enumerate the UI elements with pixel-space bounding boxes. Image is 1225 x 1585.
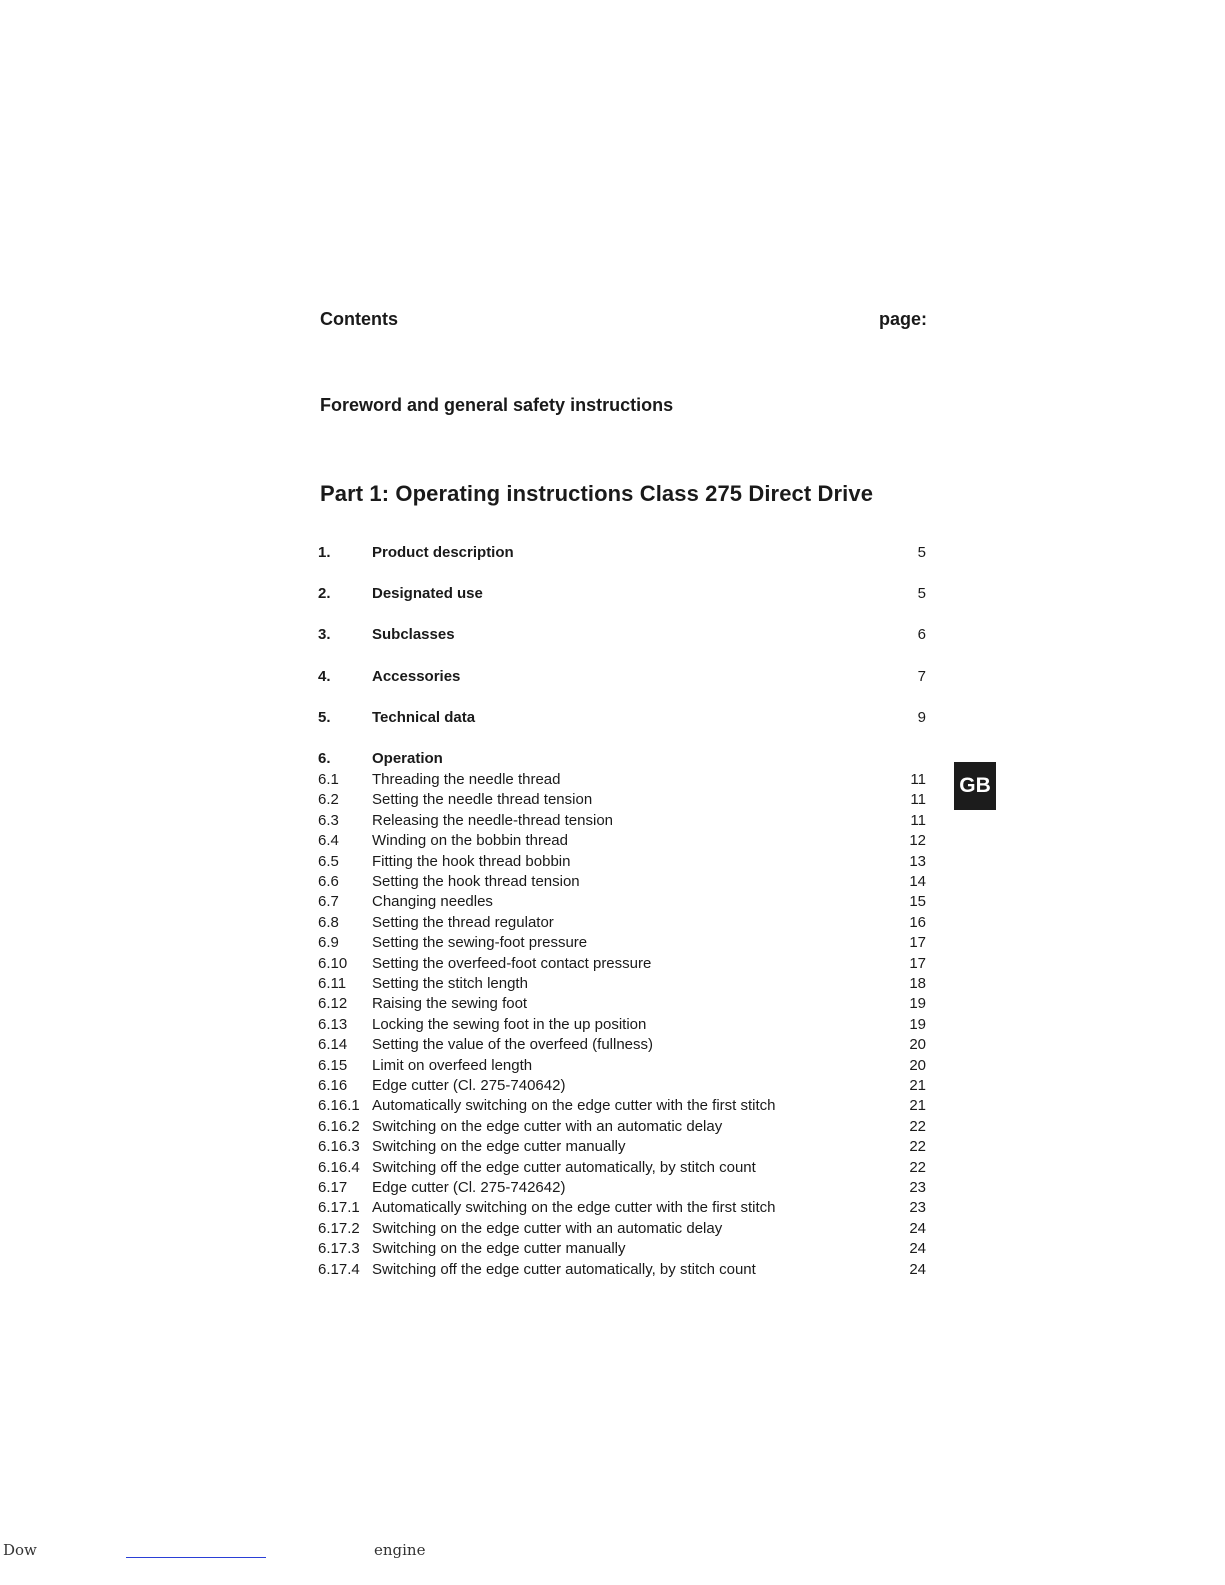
- toc-row: [318, 1198, 928, 1218]
- toc-number: 2.: [318, 585, 331, 602]
- toc-row: [318, 954, 928, 974]
- toc-title: [372, 1178, 866, 1198]
- footer-text-right: engine: [374, 1541, 426, 1559]
- toc-title-label: Switching on the edge cutter manually: [372, 1138, 629, 1155]
- toc-title: [372, 584, 866, 604]
- toc-title-label: Setting the sewing-foot pressure: [372, 934, 591, 951]
- toc-title-label: Setting the value of the overfeed (fullness): [372, 1036, 657, 1053]
- toc-page-number: 20: [909, 1036, 926, 1054]
- toc-title: [372, 872, 866, 892]
- footer-link[interactable]: [126, 1557, 266, 1558]
- toc-title: [372, 892, 866, 912]
- toc-title: [372, 994, 866, 1014]
- toc-title-label: Edge cutter (Cl. 275-740642): [372, 1077, 569, 1094]
- toc-row: [318, 790, 928, 810]
- toc-title: [372, 749, 866, 769]
- toc-row: [318, 933, 928, 953]
- toc-title-label: Limit on overfeed length: [372, 1057, 536, 1074]
- toc-title: [372, 708, 866, 728]
- toc-title: [372, 1158, 866, 1178]
- toc-number: 6.13: [318, 1015, 348, 1033]
- toc-title-label: Technical data: [372, 709, 479, 726]
- toc-title: [372, 667, 866, 687]
- toc-page-number: 11: [910, 811, 926, 829]
- toc-page-number: 6: [917, 626, 926, 643]
- toc-number: 6.8: [318, 913, 339, 931]
- toc-row: [318, 1076, 928, 1096]
- toc-number: 4.: [318, 668, 331, 685]
- footer-text-left: Dow: [3, 1541, 37, 1559]
- toc-page-number: 24: [909, 1260, 926, 1278]
- toc-title-label: Switching off the edge cutter automatically, by stitch count: [372, 1159, 760, 1176]
- toc-number: 6.16: [318, 1077, 348, 1094]
- contents-title: Contents: [320, 309, 398, 329]
- toc-number: 6.16.4: [318, 1158, 360, 1176]
- toc-page-number: 17: [909, 954, 926, 972]
- foreword-heading: Foreword and general safety instructions: [320, 395, 674, 415]
- toc-page-number: 19: [909, 1015, 926, 1033]
- toc-number: 6.17.2: [318, 1219, 360, 1237]
- toc-page-number: 18: [909, 975, 926, 992]
- toc-row: [318, 584, 928, 604]
- toc-title-label: Locking the sewing foot in the up position: [372, 1016, 650, 1033]
- toc-row: [318, 770, 928, 790]
- toc-title: [372, 1239, 866, 1259]
- toc-row: [318, 1158, 928, 1178]
- toc-row: [318, 974, 928, 994]
- toc-number: 6.16.2: [318, 1117, 360, 1135]
- toc-title-label: Fitting the hook thread bobbin: [372, 853, 574, 870]
- toc-number: 6.16.3: [318, 1138, 360, 1156]
- toc-number: 1.: [318, 544, 331, 561]
- toc-page-number: 19: [909, 995, 926, 1013]
- toc-row: [318, 667, 928, 687]
- toc-row: [318, 1260, 928, 1280]
- toc-title-label: Switching on the edge cutter manually: [372, 1240, 629, 1257]
- toc-number: 6.5: [318, 852, 339, 870]
- toc-title: [372, 954, 866, 974]
- toc-title: [372, 1219, 866, 1239]
- toc-title: [372, 1035, 866, 1055]
- toc-title-label: Changing needles: [372, 893, 497, 910]
- toc-page-number: 5: [917, 585, 926, 602]
- toc-number: 6.4: [318, 832, 339, 850]
- toc-title-label: Designated use: [372, 585, 487, 602]
- footer-watermark: [0, 1540, 1225, 1564]
- toc-title-label: Switching off the edge cutter automatically, by stitch count: [372, 1261, 760, 1278]
- toc-row: [318, 543, 928, 563]
- toc-page-number: 24: [909, 1219, 926, 1237]
- toc-title-label: Edge cutter (Cl. 275-742642): [372, 1179, 569, 1196]
- toc-title: [372, 933, 866, 953]
- toc-title-label: Setting the needle thread tension: [372, 791, 596, 808]
- toc-page-number: 21: [909, 1097, 926, 1115]
- toc-page-number: 22: [909, 1158, 926, 1176]
- toc-row: [318, 1137, 928, 1157]
- toc-row: [318, 892, 928, 912]
- toc-title-label: Setting the thread regulator: [372, 914, 558, 931]
- toc-row: [318, 1096, 928, 1116]
- language-tab-gb: GB: [954, 762, 996, 810]
- toc-row: [318, 913, 928, 933]
- toc-title-label: Releasing the needle-thread tension: [372, 812, 617, 829]
- toc-number: 6.9: [318, 934, 339, 952]
- toc-number: 6.15: [318, 1056, 348, 1074]
- toc-title: [372, 790, 866, 810]
- toc-number: 6.17.3: [318, 1240, 360, 1258]
- toc-title: [372, 913, 866, 933]
- toc-page-number: 20: [909, 1056, 926, 1074]
- part-title: Part 1: Operating instructions Class 275 Direct Drive: [320, 481, 874, 506]
- toc-title-label: Subclasses: [372, 626, 459, 643]
- toc-title: [372, 543, 866, 563]
- toc-number: 6.1: [318, 771, 339, 788]
- toc-page-number: 14: [909, 873, 926, 890]
- toc-title-label: Setting the stitch length: [372, 975, 532, 992]
- toc-row: [318, 872, 928, 892]
- toc-title-label: Switching on the edge cutter with an automatic delay: [372, 1220, 726, 1237]
- toc-title: [372, 852, 866, 872]
- toc-number: 6.16.1: [318, 1097, 360, 1115]
- toc-number: 6.6: [318, 873, 339, 890]
- toc-title: [372, 1096, 866, 1116]
- toc-row: [318, 811, 928, 831]
- toc-page-number: 15: [909, 893, 926, 911]
- toc-page-number: 5: [917, 544, 926, 561]
- toc-title-label: Threading the needle thread: [372, 771, 564, 788]
- toc-row: [318, 1035, 928, 1055]
- toc-title-label: Accessories: [372, 668, 464, 685]
- toc-number: 6.10: [318, 954, 348, 972]
- toc-row: [318, 1239, 928, 1259]
- toc-number: 6.11: [318, 975, 347, 992]
- toc-page-number: 22: [909, 1117, 926, 1135]
- toc-title: [372, 770, 866, 790]
- toc-row: [318, 1117, 928, 1137]
- toc-row: [318, 749, 928, 769]
- toc-row: [318, 708, 928, 728]
- toc-title-label: Product description: [372, 544, 518, 561]
- toc-page-number: 23: [909, 1199, 926, 1217]
- toc-number: 6.14: [318, 1036, 348, 1054]
- toc-title: [372, 625, 866, 645]
- toc-number: 6.12: [318, 995, 348, 1013]
- toc-page-number: 21: [909, 1077, 926, 1094]
- page-column-label: page:: [878, 309, 927, 329]
- toc-page-number: 24: [909, 1240, 926, 1258]
- toc-title: [372, 1117, 866, 1137]
- toc-title-label: Automatically switching on the edge cutter with the first stitch: [372, 1097, 780, 1114]
- toc-page-number: 11: [910, 791, 926, 809]
- toc-title-label: Setting the hook thread tension: [372, 873, 584, 890]
- toc-page-number: 22: [909, 1138, 926, 1156]
- toc-number: 6.7: [318, 893, 339, 911]
- toc-row: [318, 852, 928, 872]
- toc-title: [372, 974, 866, 994]
- toc-page-number: 11: [910, 771, 926, 788]
- toc-row: [318, 831, 928, 851]
- toc-title: [372, 1137, 866, 1157]
- toc-row: [318, 1219, 928, 1239]
- toc-title: [372, 1056, 866, 1076]
- toc-number: 3.: [318, 626, 331, 643]
- toc-page-number: 16: [909, 913, 926, 931]
- toc-title: [372, 1076, 866, 1096]
- toc-title: [372, 1198, 866, 1218]
- toc-title: [372, 831, 866, 851]
- toc-row: [318, 1178, 928, 1198]
- toc-row: [318, 1015, 928, 1035]
- toc-number: 6.17: [318, 1179, 348, 1196]
- toc-page-number: 23: [909, 1179, 926, 1196]
- toc-row: [318, 1056, 928, 1076]
- toc-title-label: Automatically switching on the edge cutter with the first stitch: [372, 1199, 780, 1216]
- toc-title-label: Raising the sewing foot: [372, 995, 531, 1012]
- toc-row: [318, 994, 928, 1014]
- toc-number: 6.: [318, 750, 331, 767]
- toc-page-number: 9: [917, 709, 926, 726]
- toc-number: 6.2: [318, 791, 339, 809]
- toc-page-number: 13: [909, 852, 926, 870]
- toc-number: 6.3: [318, 811, 339, 829]
- toc-row: [318, 625, 928, 645]
- toc-title-label: Winding on the bobbin thread: [372, 832, 572, 849]
- toc-page-number: 7: [917, 668, 926, 685]
- toc-title: [372, 1260, 866, 1280]
- toc-page-number: 17: [909, 934, 926, 952]
- toc-title-label: Setting the overfeed-foot contact pressure: [372, 955, 655, 972]
- toc-number: 6.17.4: [318, 1260, 360, 1278]
- toc-title-label: Switching on the edge cutter with an automatic delay: [372, 1118, 726, 1135]
- toc-title: [372, 1015, 866, 1035]
- toc-title: [372, 811, 866, 831]
- toc-number: 6.17.1: [318, 1199, 360, 1217]
- toc-number: 5.: [318, 709, 331, 726]
- toc-title-label: Operation: [372, 750, 447, 767]
- toc-page-number: 12: [909, 832, 926, 850]
